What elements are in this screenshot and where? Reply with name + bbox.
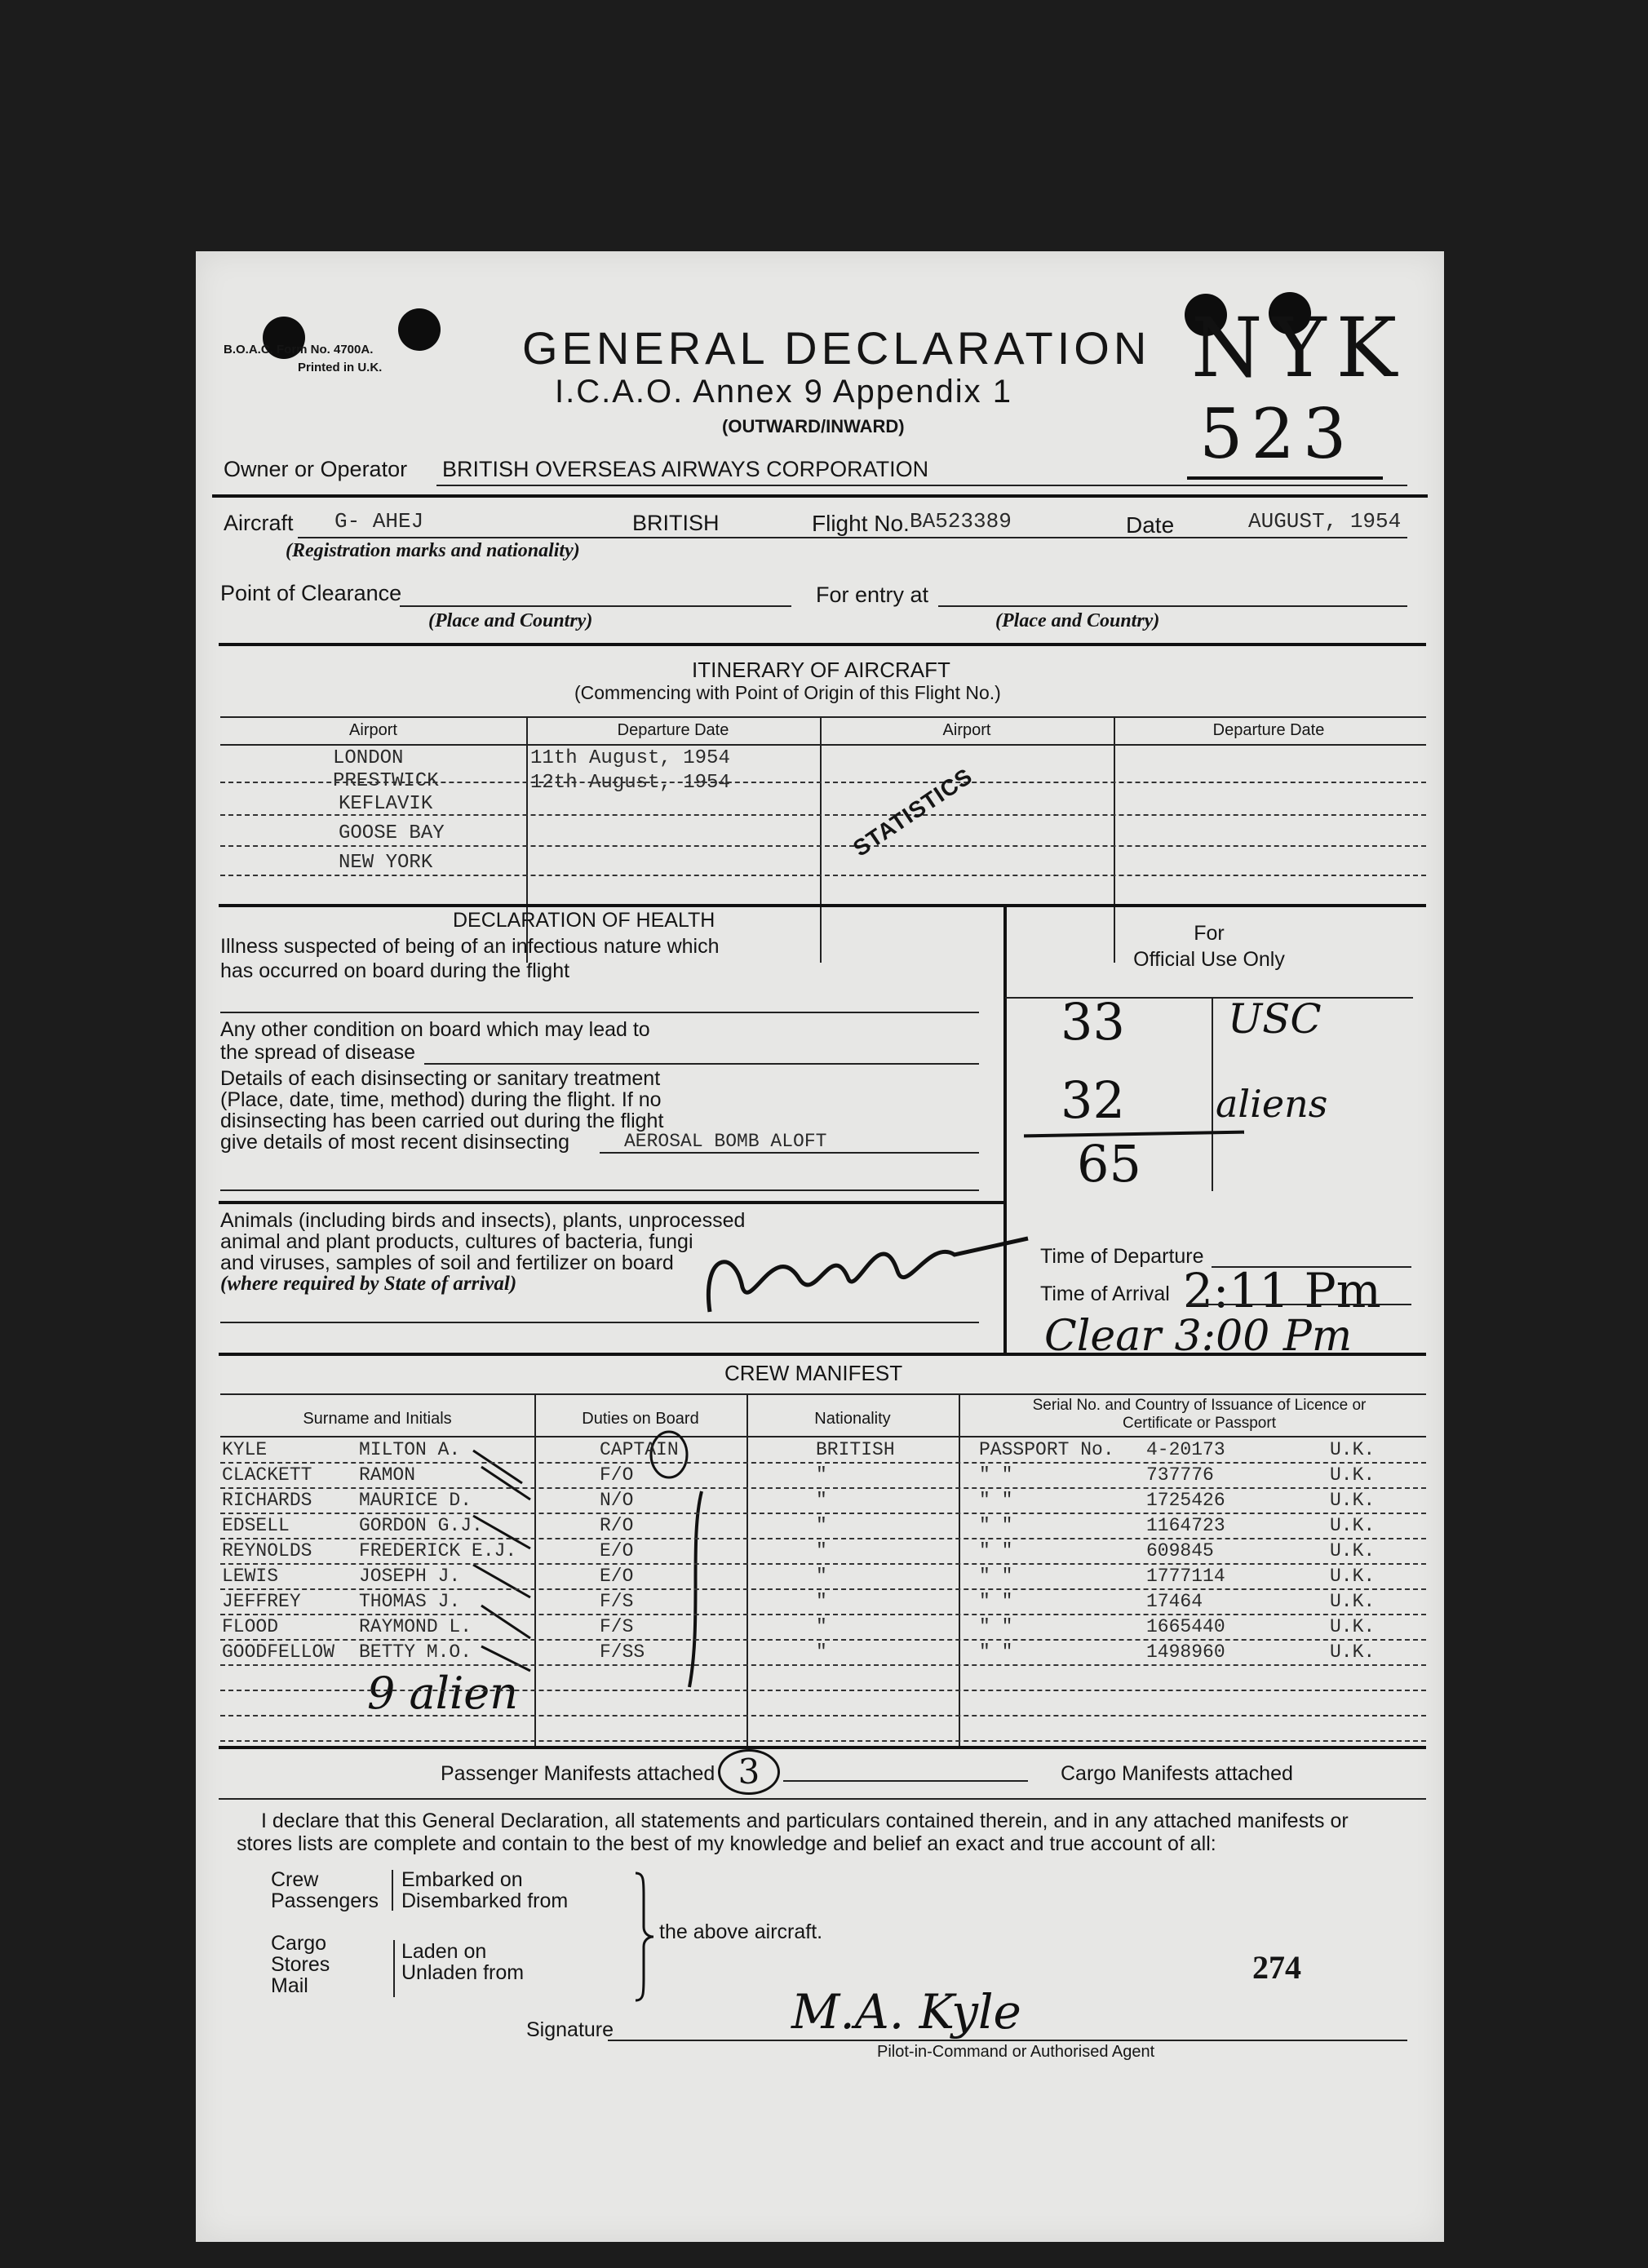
itinerary-header-line [220, 744, 1426, 746]
divider [219, 904, 1426, 907]
signature-caption: Pilot-in-Command or Authorised Agent [877, 2043, 1155, 2061]
decl-above-aircraft: the above aircraft. [659, 1920, 823, 1943]
crew-cell-nationality: " [816, 1515, 827, 1536]
divider [219, 1746, 1426, 1749]
crew-row-line [220, 1462, 1426, 1464]
health-animals-1: Animals (including birds and insects), plants, unprocessed [220, 1209, 746, 1232]
crew-header-duty: Duties on Board [582, 1410, 699, 1428]
crew-cell-doc: " " [979, 1490, 1013, 1511]
crew-cell-duty: N/O [600, 1490, 634, 1511]
passenger-manifests-label: Passenger Manifests attached [441, 1762, 715, 1785]
crew-cell-initials: THOMAS J. [359, 1591, 461, 1612]
crew-cell-serial: 1164723 [1146, 1515, 1225, 1536]
health-line [220, 1012, 979, 1013]
crew-cell-duty: F/S [600, 1591, 634, 1612]
statistics-stamp: STATISTICS [848, 763, 977, 862]
health-animals-3: and viruses, samples of soil and fertilizer on board [220, 1251, 674, 1274]
crew-cell-doc: " " [979, 1515, 1013, 1536]
itinerary-date: 12th August, 1954 [530, 772, 730, 794]
tally-count: 33 [1061, 992, 1125, 1052]
health-line [424, 1063, 979, 1065]
crew-cell-initials: JOSEPH J. [359, 1566, 461, 1587]
decl-big-brace [632, 1872, 657, 2002]
owner-value: BRITISH OVERSEAS AIRWAYS CORPORATION [442, 457, 929, 481]
decl-passengers: Passengers [271, 1889, 379, 1912]
decl-brace [392, 1870, 393, 1911]
declaration-line-1: I declare that this General Declaration, all statements and particulars contained therein, and in any attached manifests or [261, 1810, 1349, 1832]
crew-cell-surname: GOODFELLOW [222, 1641, 335, 1663]
crew-row-line [220, 1690, 1426, 1691]
form-title: GENERAL DECLARATION [522, 322, 1151, 374]
divider [219, 643, 1426, 646]
health-animals-4: (where required by State of arrival) [220, 1273, 517, 1295]
itinerary-row-line [220, 782, 1426, 783]
health-title: DECLARATION OF HEALTH [453, 909, 715, 932]
decl-laden: Laden on [401, 1940, 487, 1963]
health-illness-1: Illness suspected of being of an infectious nature which [220, 935, 720, 958]
itinerary-title: ITINERARY OF AIRCRAFT [692, 658, 950, 682]
passenger-manifests-count: 3 [718, 1749, 780, 1795]
crew-row-line [220, 1588, 1426, 1590]
crew-cell-country: U.K. [1330, 1641, 1376, 1663]
decl-disembarked: Disembarked from [401, 1889, 569, 1912]
signature-value: M.A. Kyle [791, 1984, 1021, 2040]
crew-cell-serial: 1777114 [1146, 1566, 1225, 1587]
itinerary-airport: GOOSE BAY [339, 822, 445, 844]
crew-cell-country: U.K. [1330, 1591, 1376, 1612]
entry-line [938, 605, 1407, 607]
crew-col [959, 1395, 960, 1746]
crew-top-line [220, 1393, 1426, 1395]
decl-cargo: Cargo [271, 1932, 327, 1955]
crew-row-line [220, 1740, 1426, 1742]
crew-row-line [220, 1614, 1426, 1615]
divider [219, 1798, 1426, 1800]
decl-brace [393, 1940, 395, 1997]
crew-header-serial: Serial No. and Country of Issuance of Licence or Certificate or Passport [1032, 1397, 1367, 1432]
official-title-2: Official Use Only [1133, 948, 1285, 971]
crew-cell-initials: BETTY M.O. [359, 1641, 472, 1663]
crew-cell-duty: F/S [600, 1616, 634, 1637]
crew-cell-initials: FREDERICK E.J. [359, 1540, 517, 1561]
crew-cell-country: U.K. [1330, 1540, 1376, 1561]
clearance-label: Point of Clearance [220, 581, 402, 605]
crew-handwritten-total: 9 alien [367, 1668, 518, 1719]
crew-cell-country: U.K. [1330, 1515, 1376, 1536]
crew-cell-surname: JEFFREY [222, 1591, 301, 1612]
crew-row-line [220, 1664, 1426, 1666]
date-label: Date [1126, 512, 1175, 538]
crew-cell-doc: " " [979, 1566, 1013, 1587]
punch-hole [398, 308, 441, 351]
itinerary-row-line [220, 875, 1426, 876]
crew-row-line [220, 1487, 1426, 1489]
crew-cell-surname: KYLE [222, 1439, 268, 1460]
crew-cell-duty: R/O [600, 1515, 634, 1536]
crew-cell-country: U.K. [1330, 1439, 1376, 1460]
declaration-line-2: stores lists are complete and contain to the best of my knowledge and belief an exact and true account of all: [237, 1832, 1216, 1855]
owner-label: Owner or Operator [224, 457, 408, 481]
registration-note: (Registration marks and nationality) [286, 540, 580, 561]
crew-cell-initials: GORDON G.J. [359, 1515, 483, 1536]
health-dis-2: (Place, date, time, method) during the flight. If no [220, 1088, 662, 1111]
crew-cell-initials: MAURICE D. [359, 1490, 472, 1511]
health-illness-2: has occurred on board during the flight [220, 959, 570, 982]
crew-cell-country: U.K. [1330, 1464, 1376, 1486]
clearance-line [400, 605, 791, 607]
general-declaration-form [196, 251, 1444, 2242]
crew-row-line [220, 1715, 1426, 1717]
crew-row-line [220, 1639, 1426, 1641]
disinsecting-value: AEROSAL BOMB ALOFT [624, 1131, 827, 1152]
itinerary-header-date: Departure Date [617, 721, 729, 739]
crew-cell-nationality: " [816, 1616, 827, 1637]
signature-line [608, 2040, 1407, 2041]
page-number: 274 [1252, 1949, 1301, 1986]
crew-cell-nationality: " [816, 1591, 827, 1612]
health-animals-2: animal and plant products, cultures of bacteria, fungi [220, 1230, 693, 1253]
aircraft-label: Aircraft [224, 511, 294, 535]
handwritten-station: NYK [1191, 300, 1407, 396]
crew-cell-surname: CLACKETT [222, 1464, 312, 1486]
decl-mail: Mail [271, 1974, 308, 1997]
decl-crew: Crew [271, 1868, 319, 1891]
itinerary-airport: NEW YORK [339, 852, 433, 874]
crew-cell-surname: EDSELL [222, 1515, 290, 1536]
itinerary-airport: LONDON [333, 747, 404, 769]
itinerary-col [820, 718, 822, 963]
itinerary-header-airport: Airport [349, 721, 397, 739]
handwritten-initials [685, 1189, 1044, 1336]
cargo-manifests-label: Cargo Manifests attached [1061, 1762, 1293, 1785]
crew-cell-initials: RAYMOND L. [359, 1616, 472, 1637]
crew-row-line [220, 1538, 1426, 1539]
itinerary-top-line [220, 716, 1426, 718]
owner-line [436, 485, 1407, 486]
arrival-line [1187, 1304, 1411, 1305]
health-other-1: Any other condition on board which may lead to [220, 1018, 650, 1041]
crew-cell-nationality: BRITISH [816, 1439, 895, 1460]
form-subtitle: I.C.A.O. Annex 9 Appendix 1 [555, 374, 1012, 410]
itinerary-header-date: Departure Date [1212, 721, 1325, 739]
manifest-line [783, 1780, 1028, 1782]
crew-cell-surname: REYNOLDS [222, 1540, 312, 1561]
crew-cell-serial: 737776 [1146, 1464, 1214, 1486]
crew-title: CREW MANIFEST [724, 1361, 903, 1385]
crew-row-line [220, 1513, 1426, 1514]
divider [212, 494, 1428, 498]
crew-cell-surname: LEWIS [222, 1566, 279, 1587]
date-value: AUGUST, 1954 [1248, 509, 1402, 534]
crew-cell-duty: E/O [600, 1566, 634, 1587]
crew-cell-doc: " " [979, 1464, 1013, 1486]
health-dis-3: disinsecting has been carried out during the flight [220, 1110, 664, 1132]
itinerary-airport: KEFLAVIK [339, 793, 433, 815]
crew-cell-serial: 17464 [1146, 1591, 1203, 1612]
signature-label: Signature [526, 2018, 614, 2041]
departure-label: Time of Departure [1040, 1245, 1204, 1268]
crew-cell-doc: " " [979, 1616, 1013, 1637]
arrival-value: 2:11 Pm [1183, 1263, 1381, 1318]
entry-label: For entry at [816, 583, 929, 607]
aircraft-nationality: BRITISH [632, 511, 720, 535]
health-other-2: the spread of disease [220, 1041, 416, 1064]
crew-cell-serial: 1725426 [1146, 1490, 1225, 1511]
crew-cell-duty: F/O [600, 1464, 634, 1486]
flight-number: BA523389 [910, 509, 1012, 534]
aircraft-registration: G- AHEJ [334, 509, 424, 534]
crew-cell-doc: " " [979, 1540, 1013, 1561]
crew-cell-nationality: " [816, 1490, 827, 1511]
health-dis-1: Details of each disinsecting or sanitary treatment [220, 1067, 661, 1090]
itinerary-row-line [220, 845, 1426, 847]
crew-cell-doc: " " [979, 1591, 1013, 1612]
decl-stores: Stores [271, 1953, 330, 1976]
handwritten-number: 523 [1199, 394, 1355, 474]
crew-cell-serial: 4-20173 [1146, 1439, 1225, 1460]
health-line [600, 1152, 979, 1154]
itinerary-row-line [220, 814, 1426, 816]
crew-row-line [220, 1563, 1426, 1565]
crew-cell-serial: 609845 [1146, 1540, 1214, 1561]
flight-label: Flight No. [812, 511, 910, 536]
decl-unladen: Unladen from [401, 1961, 525, 1984]
crew-cell-country: U.K. [1330, 1566, 1376, 1587]
arrival-label: Time of Arrival [1040, 1282, 1170, 1305]
crew-cell-surname: FLOOD [222, 1616, 279, 1637]
crew-cell-nationality: " [816, 1566, 827, 1587]
official-col [1212, 999, 1213, 1191]
itinerary-date: 11th August, 1954 [530, 747, 730, 769]
aircraft-line [298, 537, 1407, 538]
tally-total: 65 [1077, 1134, 1141, 1194]
entry-note: (Place and Country) [995, 610, 1160, 631]
clear-value: Clear 3:00 Pm [1044, 1312, 1353, 1361]
crew-header-nationality: Nationality [814, 1410, 891, 1428]
health-dis-4: give details of most recent disinsecting [220, 1131, 569, 1154]
official-title-1: For [1194, 922, 1225, 945]
crew-cell-initials: RAMON [359, 1464, 416, 1486]
itinerary-subtitle: (Commencing with Point of Origin of this Flight No.) [574, 682, 1001, 703]
crew-cell-country: U.K. [1330, 1616, 1376, 1637]
form-number: B.O.A.C. Form No. 4700A. [224, 343, 374, 357]
crew-cell-country: U.K. [1330, 1490, 1376, 1511]
crew-cell-nationality: " [816, 1464, 827, 1486]
divider [219, 1353, 1426, 1356]
crew-cell-nationality: " [816, 1540, 827, 1561]
crew-cell-duty: E/O [600, 1540, 634, 1561]
tally-count: 32 [1061, 1070, 1125, 1130]
decl-embarked: Embarked on [401, 1868, 523, 1891]
crew-header-name: Surname and Initials [303, 1410, 452, 1428]
crew-cell-initials: MILTON A. [359, 1439, 461, 1460]
crew-handwritten-marks [457, 1418, 865, 1744]
form-direction: (OUTWARD/INWARD) [722, 416, 905, 436]
crew-cell-serial: 1498960 [1146, 1641, 1225, 1663]
underline [1187, 476, 1383, 480]
crew-cell-serial: 1665440 [1146, 1616, 1225, 1637]
crew-cell-doc: PASSPORT No. [979, 1439, 1114, 1460]
itinerary-airport: PRESTWICK [333, 770, 439, 792]
crew-cell-nationality: " [816, 1641, 827, 1663]
printed-in: Printed in U.K. [298, 361, 383, 374]
crew-cell-duty: F/SS [600, 1641, 645, 1663]
tally-note: USC [1228, 995, 1322, 1043]
clearance-note: (Place and Country) [428, 610, 593, 631]
itinerary-header-airport: Airport [942, 721, 991, 739]
tally-note: aliens [1216, 1082, 1328, 1126]
crew-cell-doc: " " [979, 1641, 1013, 1663]
crew-cell-surname: RICHARDS [222, 1490, 312, 1511]
crew-cell-duty: CAPTAIN [600, 1439, 679, 1460]
